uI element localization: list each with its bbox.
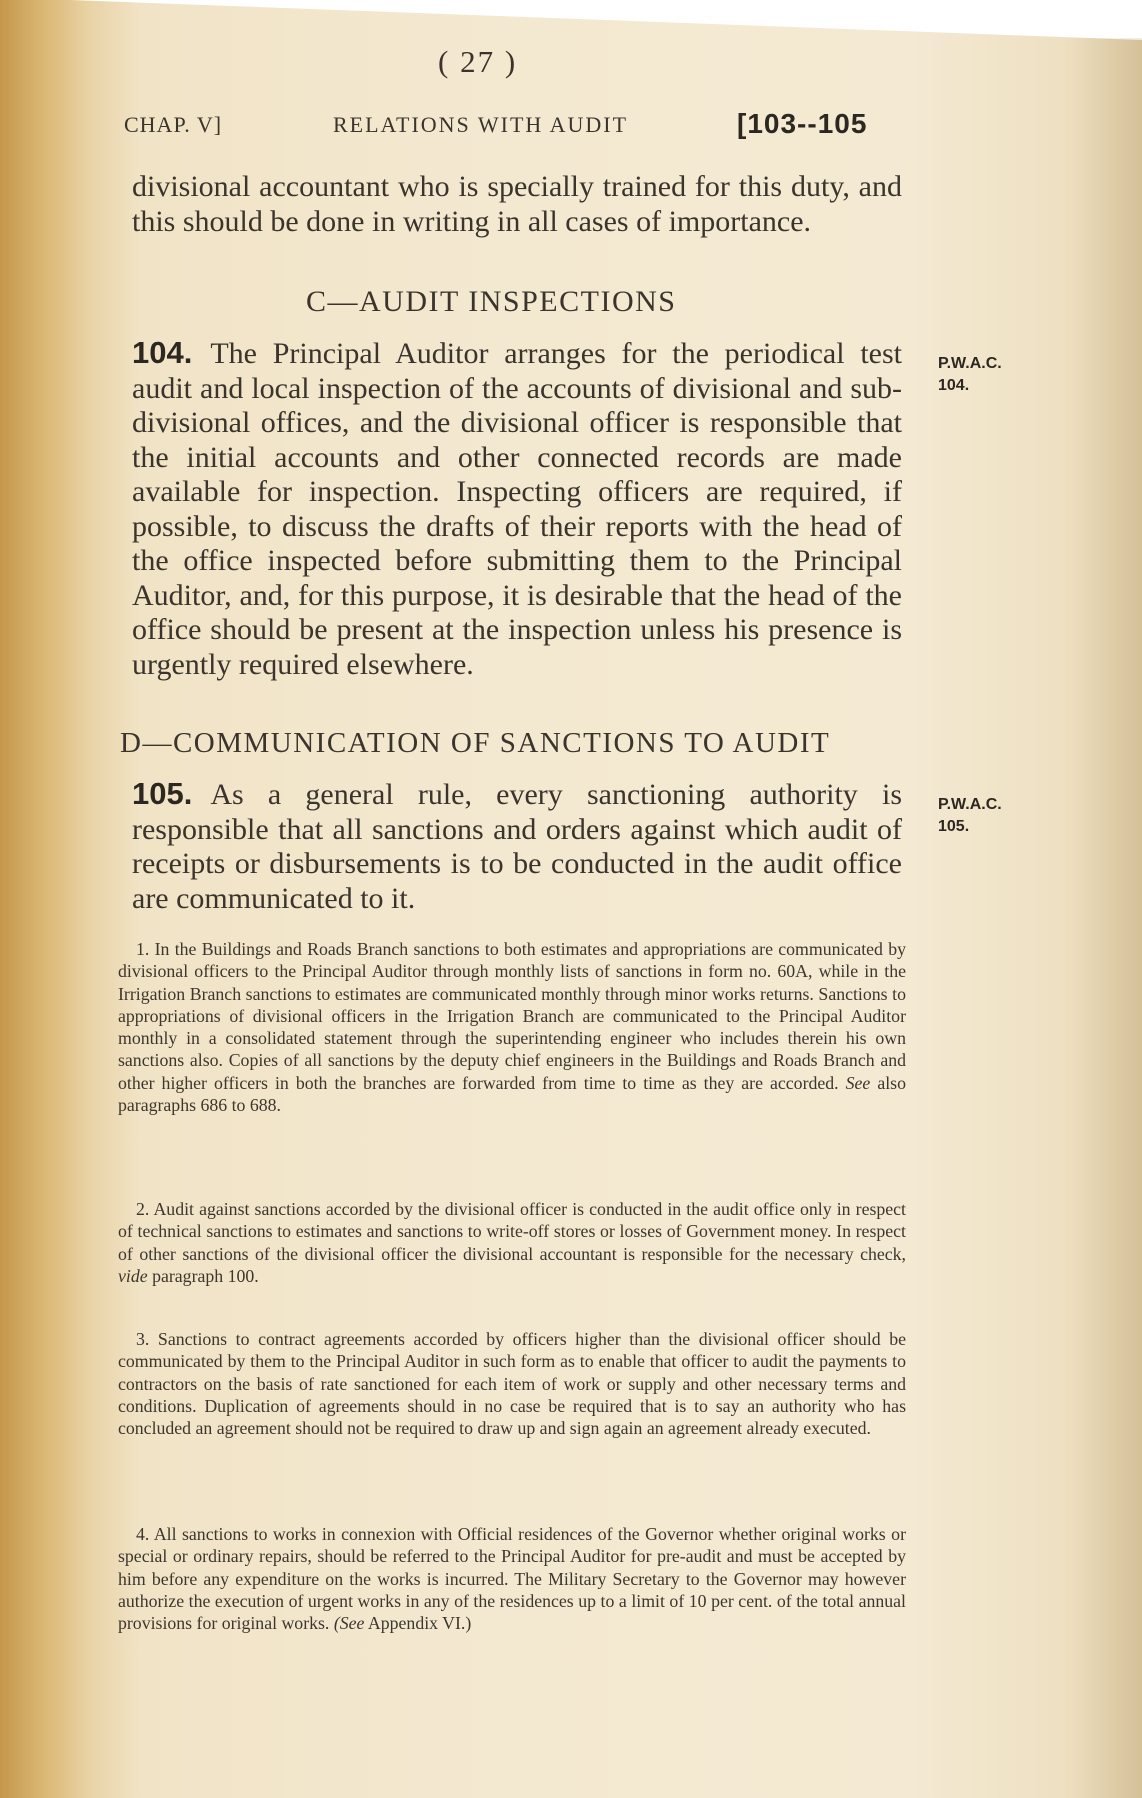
section-c-heading: C—AUDIT INSPECTIONS [306, 285, 677, 318]
section-d-heading: D—COMMUNICATION OF SANCTIONS TO AUDIT [120, 727, 831, 759]
note-4-text: 4. All sanctions to works in connexion with Official residences of the Governor whether original works or special or ordinary repairs, should be referred to the Principal Auditor for pre-audit and must be accepted by him before any expenditure on the works is incurred. The Military Secretary to the Governor may however authorize the execution of urgent works in any of the residences up to a limit of 10 per cent. of the total annual provisions for original works. [118, 1524, 906, 1634]
margin-ref-105-number: 105. [938, 818, 970, 835]
running-head-title: RELATIONS WITH AUDIT [333, 112, 629, 137]
note-1-text: 1. In the Buildings and Roads Branch sanctions to both estimates and appropriations are communicated by divisional officers to the Principal Auditor through monthly lists of sanctions in form no. 60A, while in the Irrigation Branch sanctions to estimates are communicated monthly through minor works returns. Sanctions to appropriations of divisional officers in the Irrigation Branch are communicated to the Principal Auditor monthly in a consolidated statement through the superintending engineer who includes therein his own sanctions also. Copies of all sanctions by the deputy chief engineers in the Buildings and Roads Branch and other higher officers in both the branches are forwarded from time to time as they are accorded. [118, 939, 906, 1093]
note-4 [118, 1523, 906, 1634]
paragraph-105-number: 105. [132, 776, 193, 811]
note-1-ref: also paragraphs 686 to 688. [118, 1072, 906, 1116]
page-number: ( 27 ) [438, 44, 518, 79]
margin-ref-104 [938, 353, 1002, 397]
note-4-ref: Appendix VI.) [367, 1613, 472, 1634]
margin-ref-104-number: 104. [938, 377, 970, 394]
running-head-paragraph-range: [103--105 [737, 108, 868, 139]
margin-ref-104-source: P.W.A.C. [938, 355, 1002, 372]
note-2-vide: vide [118, 1265, 148, 1286]
continuation-paragraph: divisional accountant who is specially trained for this duty, and this should be done in writing in all cases of importance. [132, 170, 902, 238]
note-2-text: 2. Audit against sanctions accorded by the divisional officer is conducted in the audit office only in respect of technical sanctions to estimates and sanctions to write-off stores or losses of Government money. In respect of other sanctions of the divisional officer the divisional accountant is responsible for the necessary check, [118, 1199, 906, 1264]
paragraph-105-text: As a general rule, every sanctioning authority is responsible that all sanctions and orders against which audit of receipts or disbursements is to be conducted in the audit office are communicated to it. [132, 778, 902, 915]
margin-ref-105-source: P.W.A.C. [938, 796, 1002, 813]
note-2 [118, 1198, 906, 1287]
paragraph-105 [132, 777, 902, 916]
margin-ref-105 [938, 794, 1002, 838]
note-4-see: (See [333, 1613, 365, 1634]
note-3: 3. Sanctions to contract agreements accorded by officers higher than the divisional officer should be communicated by them to the Principal Auditor in such form as to enable that officer to audit the payments to contractors on the basis of rate sanctioned for each item of work or supply and other necessary terms and conditions. Duplication of agreements should in no case be required that is to say an authority who has concluded an agreement should not be required to draw up and sign again an agreement already executed. [118, 1329, 906, 1439]
paragraph-104-text: The Principal Auditor arranges for the periodical test audit and local inspection of the accounts of divisional and sub-divisional offices, and the divisional officer is responsible that the initial accounts and other connected records are made available for inspection. Inspecting officers are required, if possible, to discuss the drafts of their reports with the head of the office inspected before submitting them to the Principal Auditor, and, for this purpose, it is desirable that the head of the office should be present at the inspection unless his presence is urgently required elsewhere. [132, 337, 902, 681]
note-2-ref: paragraph 100. [152, 1265, 259, 1286]
note-1-see: See [845, 1072, 871, 1093]
paragraph-104-number: 104. [132, 335, 193, 370]
paragraph-104 [132, 336, 902, 682]
running-head-chapter: CHAP. V] [124, 112, 223, 137]
note-1 [118, 938, 906, 1116]
